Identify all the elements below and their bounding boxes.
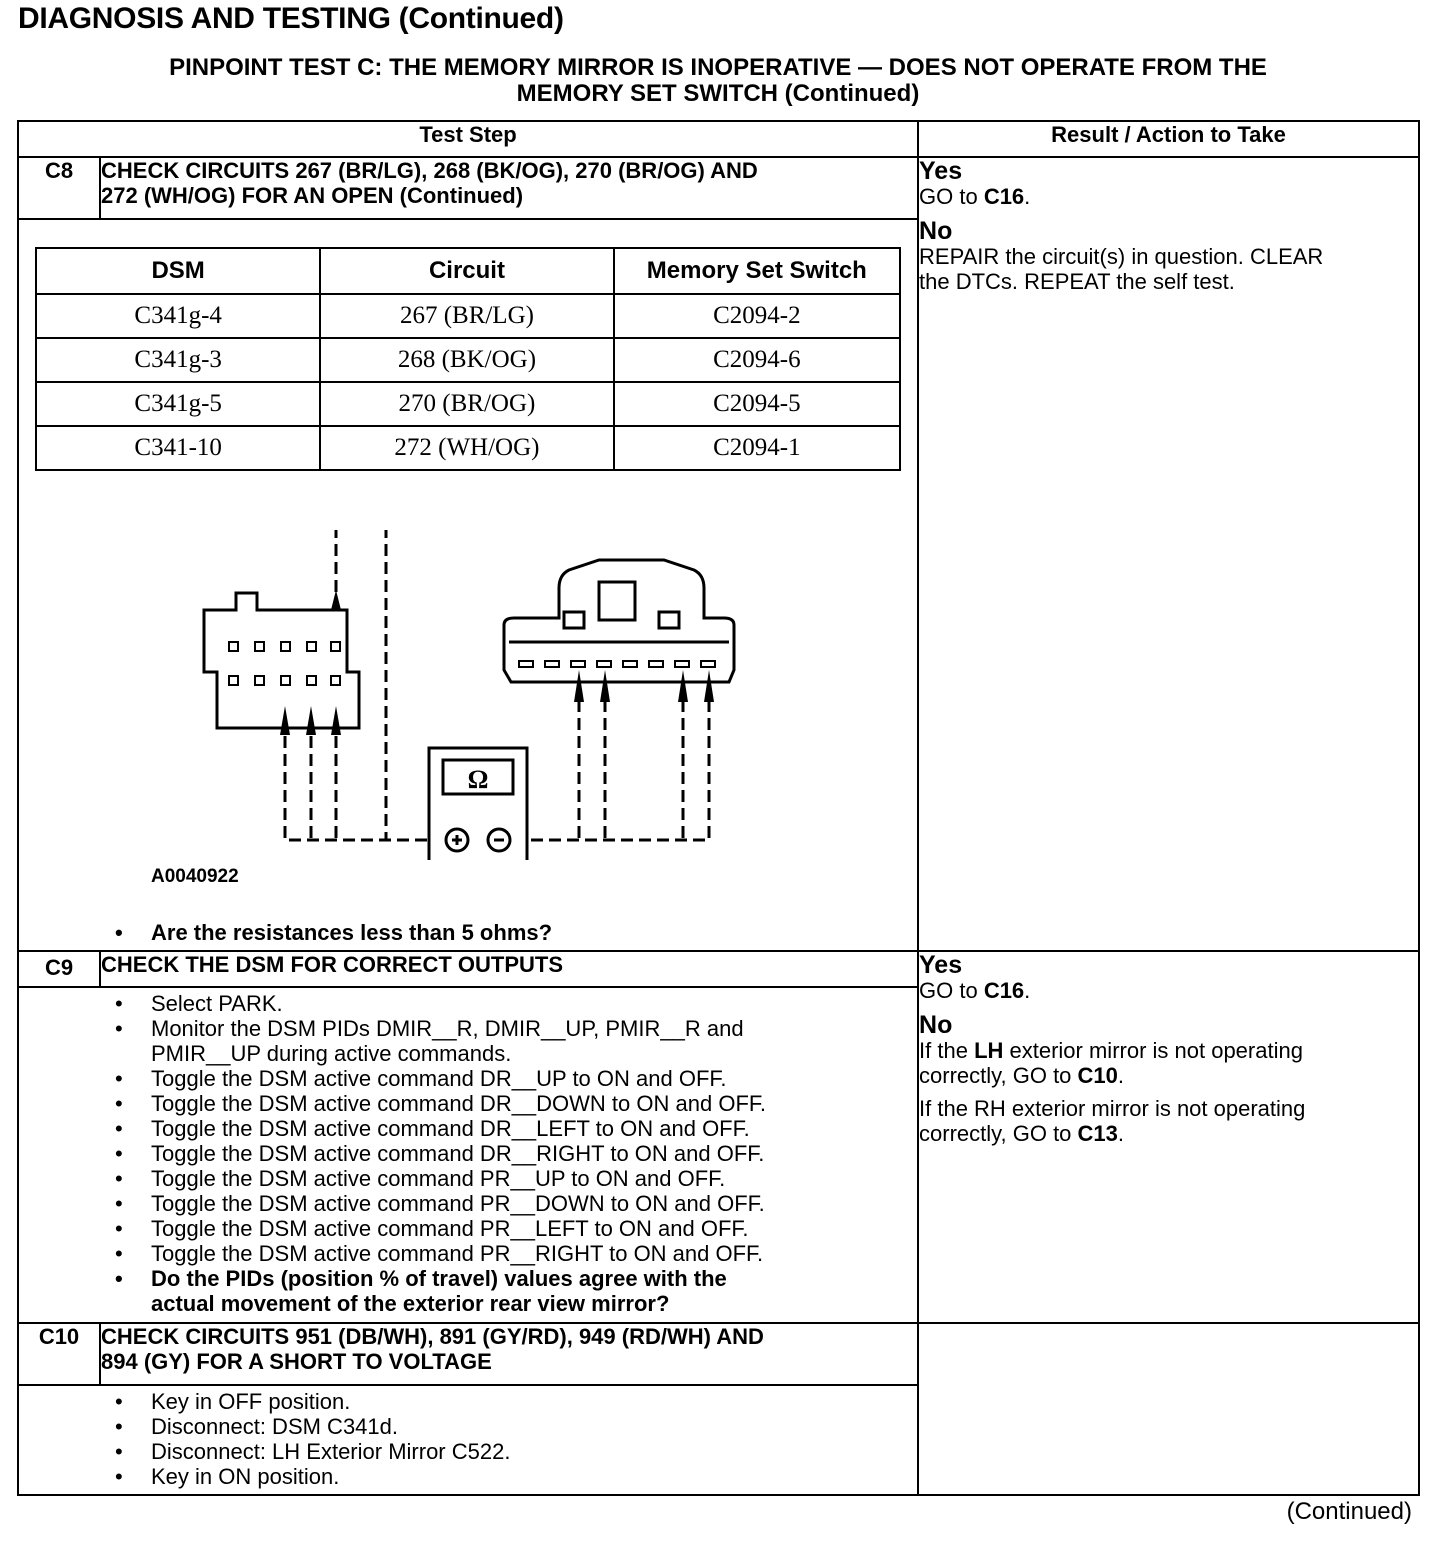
dsm-pins: [229, 642, 340, 685]
page-title: DIAGNOSIS AND TESTING (Continued): [18, 2, 564, 35]
table-row: [36, 294, 900, 338]
result-c9: [918, 951, 1419, 1323]
step-body-c10: [18, 1385, 918, 1495]
conn-cell: C2094-5: [614, 382, 900, 426]
conn-header-circuit: Circuit: [320, 248, 613, 294]
table-row: [36, 338, 900, 382]
list-item: • Are the resistances less than 5 ohms?: [19, 920, 909, 945]
switch-pins: [519, 661, 715, 667]
header-result-action: Result / Action to Take: [918, 121, 1419, 157]
link-c16: C16: [983, 184, 1025, 209]
ohmmeter-diagram: [169, 530, 759, 860]
step-title-c8-line-2: 272 (WH/OG) FOR AN OPEN (Continued): [101, 183, 524, 208]
conn-cell: 268 (BK/OG): [320, 338, 613, 382]
conn-cell: C2094-2: [614, 294, 900, 338]
test-subtitle: [18, 55, 1418, 107]
result-c9-yes-text: GO to C16.: [919, 978, 1031, 1003]
continued-label: (Continued): [1286, 1498, 1412, 1525]
result-c8-yes-text: GO to C16.: [919, 184, 1031, 209]
list-item: • Do the PIDs (position % of travel) values agree with the actual movement of the exterior rear view mirror?: [19, 1266, 917, 1316]
subtitle-line-2: MEMORY SET SWITCH (Continued): [516, 80, 920, 107]
list-item: • Select PARK.: [19, 991, 917, 1016]
list-item: PMIR__UP during active commands.: [151, 1041, 512, 1066]
table-row: [36, 382, 900, 426]
conn-cell: C341g-3: [36, 338, 320, 382]
step-body-c8: [18, 219, 918, 951]
conn-cell: 270 (BR/OG): [320, 382, 613, 426]
result-c9-yes-label: Yes: [919, 951, 963, 979]
conn-cell: C2094-1: [614, 426, 900, 470]
subtitle-line-1: PINPOINT TEST C: THE MEMORY MIRROR IS INOPERATIVE — DOES NOT OPERATE FROM THE: [169, 54, 1267, 81]
step-title-c10: CHECK CIRCUITS 951 (DB/WH), 891 (GY/RD), 949 (RD/WH) AND 894 (GY) FOR A SHORT TO VOLTAGE: [100, 1323, 918, 1385]
conn-header-dsm: DSM: [36, 248, 320, 294]
conn-cell: 267 (BR/LG): [320, 294, 613, 338]
list-item: • Toggle the DSM active command DR__RIGHT to ON and OFF.: [19, 1141, 917, 1166]
table-row: [36, 426, 900, 470]
list-item: • Toggle the DSM active command PR__RIGHT to ON and OFF.: [19, 1241, 917, 1266]
list-item: • Toggle the DSM active command DR__UP to ON and OFF.: [19, 1066, 917, 1091]
result-c9-no-rh: If the RH exterior mirror is not operating correctly, GO to C13.: [919, 1096, 1306, 1146]
list-item: • Toggle the DSM active command PR__UP to ON and OFF.: [19, 1166, 917, 1191]
conn-cell: C341g-4: [36, 294, 320, 338]
result-c8-no-label: No: [919, 217, 953, 245]
step-title-c9: CHECK THE DSM FOR CORRECT OUTPUTS: [100, 951, 918, 987]
step-id-c8: C8: [18, 157, 100, 219]
list-item: • Monitor the DSM PIDs DMIR__R, DMIR__UP, PMIR__R and: [19, 1016, 917, 1041]
step-id-c9: C9: [18, 951, 100, 987]
c9-steps: [19, 991, 917, 1316]
header-test-step: Test Step: [18, 121, 918, 157]
list-item: • Toggle the DSM active command PR__LEFT to ON and OFF.: [19, 1216, 917, 1241]
pinpoint-test-table: [17, 120, 1420, 1496]
c8-question: [19, 920, 909, 945]
conn-header-switch: Memory Set Switch: [614, 248, 900, 294]
conn-cell: C2094-6: [614, 338, 900, 382]
connector-table: [35, 247, 901, 471]
step-id-c10: C10: [18, 1323, 100, 1385]
result-c8: [918, 157, 1419, 951]
list-item: • Toggle the DSM active command DR__LEFT to ON and OFF.: [19, 1116, 917, 1141]
list-item: • Disconnect: LH Exterior Mirror C522.: [19, 1439, 917, 1464]
figure-id: A0040922: [151, 866, 239, 887]
list-item: • Disconnect: DSM C341d.: [19, 1414, 917, 1439]
result-c10: [918, 1323, 1419, 1495]
step-title-c8-line-1: CHECK CIRCUITS 267 (BR/LG), 268 (BK/OG), 270 (BR/OG) AND: [101, 158, 758, 183]
result-c9-no-label: No: [919, 1011, 953, 1039]
list-item: • Toggle the DSM active command DR__DOWN to ON and OFF.: [19, 1091, 917, 1116]
ohm-symbol: Ω: [467, 765, 489, 794]
conn-cell: C341g-5: [36, 382, 320, 426]
result-c9-no-lh: If the LH exterior mirror is not operating correctly, GO to C10.: [919, 1038, 1303, 1088]
step-body-c9: [18, 987, 918, 1323]
conn-cell: 272 (WH/OG): [320, 426, 613, 470]
list-item: • Key in ON position.: [19, 1464, 917, 1489]
result-c8-no-text: REPAIR the circuit(s) in question. CLEAR the DTCs. REPEAT the self test.: [919, 244, 1324, 294]
step-title-c8: [100, 157, 918, 219]
c10-steps: [19, 1389, 917, 1489]
conn-cell: C341-10: [36, 426, 320, 470]
result-c8-yes-label: Yes: [919, 157, 963, 185]
list-item: • Key in OFF position.: [19, 1389, 917, 1414]
list-item: • Toggle the DSM active command PR__DOWN to ON and OFF.: [19, 1191, 917, 1216]
switch-connector-outline: [504, 560, 734, 682]
